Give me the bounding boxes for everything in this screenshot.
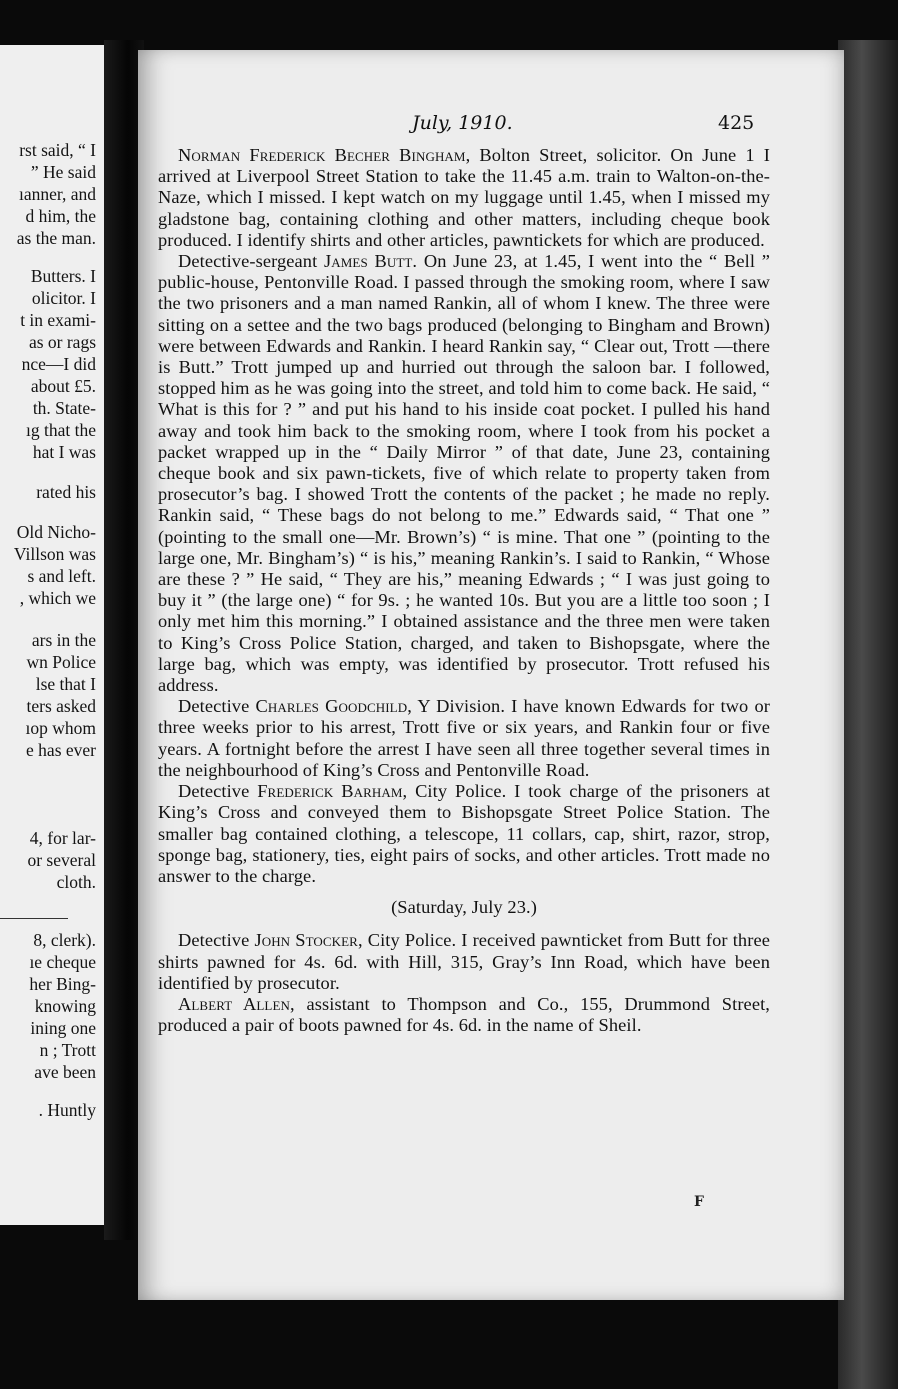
left-page-fragment: t in exami- <box>20 310 96 330</box>
witness-title: Detective-sergeant <box>178 251 325 272</box>
left-page-fragment: ıe cheque <box>29 952 96 972</box>
left-page-fragment: n ; Trott <box>39 1040 96 1060</box>
page-number: 425 <box>718 112 755 134</box>
left-page-fragment: cloth. <box>56 872 96 892</box>
testimony-text: , City Police. I received pawnticket from Butt for three shirts pawned for 4s. 6d. with Hill, 315, Gray’s Inn Road, which have been identified by prosecutor. <box>158 930 770 993</box>
testimony-text: , Y Division. I have known Edwards for two or three weeks prior to his arrest, Trott five or six years, and Rankin four or five years. A fortnight before the arrest I have seen all three together several times in the neighbourhood of King’s Cross and Pentonville Road. <box>158 696 770 780</box>
left-page-fragment: ave been <box>34 1062 96 1082</box>
main-page <box>138 50 844 1300</box>
testimony-paragraph <box>158 696 770 781</box>
left-page-fragment: ıop whom <box>25 718 96 738</box>
body-text <box>158 145 770 1036</box>
left-page-rule <box>0 918 68 919</box>
date-heading: (Saturday, July 23.) <box>391 897 537 918</box>
left-page-fragment: ining one <box>30 1018 96 1038</box>
left-page-fragment: th. State- <box>32 398 96 418</box>
left-page-fragment: d him, the <box>25 206 96 226</box>
left-page-fragment: Villson was <box>13 544 96 564</box>
witness-title: Detective <box>178 930 255 951</box>
left-page-fragment: ” He said <box>30 162 96 182</box>
left-facing-page <box>0 45 120 1225</box>
left-page-fragment: as or rags <box>28 332 96 352</box>
left-page-fragment: or several <box>27 850 96 870</box>
left-page-fragment: ars in the <box>31 630 96 650</box>
witness-title: Detective <box>178 781 258 802</box>
left-page-fragment: Butters. I <box>30 266 96 286</box>
running-header <box>138 108 844 138</box>
left-page-fragment: ıg that the <box>26 420 96 440</box>
left-page-fragment: ters asked <box>26 696 96 716</box>
left-page-fragment: rated his <box>36 482 96 502</box>
testimony-text: , Bolton Street, solicitor. On June 1 I arrived at Liverpool Street Station to take the 11.45 a.m. train to Walton-on-the-Naze, which I missed. I kept watch on my luggage until 1.45, when I missed my gladstone bag, containing clothing and other matters, including cheque book produced. I identify shirts and other articles, pawntickets for which are produced. <box>158 145 771 250</box>
witness-name: Albert Allen <box>178 993 291 1014</box>
left-page-fragment: olicitor. I <box>31 288 96 308</box>
left-page-fragment: e has ever <box>26 740 96 760</box>
testimony-text: . On June 23, at 1.45, I went into the “ Bell ” public-house, Pentonville Road. I passed through the smoking room, where I saw the two prisoners and a man named Rankin, all of whom I knew. The three were sitting on a settee and the two bags produced (belonging to Bingham and Brown) were between Edwards and Rankin. I heard Rankin say, “ Clear out, Trott —there is Butt.” Trott jumped up and hurried out through the saloon bar. I followed, stopped him as he was going into the street, and told him to come back. He said, “ What is this for ? ” and put his hand to his inside coat pocket. I pulled his hand away and took him back to the smoking room, where I took from his pocket a packet wrapped up in the “ Daily Mirror ” of that date, June 23, containing cheque book and six pawn-tickets, five of which relate to property taken from prosecutor’s bag. I showed Trott the contents of the packet ; he made no reply. Rankin said, “ These bags do not belong to me.” Edwards said, “ That one ” (pointing to the small one—Mr. Brown’s) “ is mine. That one ” (pointing to the large one, Mr. Bingham’s) “ is his,” meaning Rankin’s. I said to Rankin, “ Whose are these ? ” He said, “ They are his,” meaning Edwards ; “ I was just going to buy it ” (the large one) “ for 9s. ; he wanted 10s. But you are a little too soon ; I only met him this morning.” I obtained assistance and the three men were taken to King’s Cross Police Station, charged, and taken to Bishopsgate, where the large bag, which was empty, was identified by prosecutor. Trott refused his address. <box>158 251 770 696</box>
witness-name: John Stocker <box>254 930 358 951</box>
left-page-fragment: knowing <box>34 996 96 1016</box>
witness-name: Charles Goodchild <box>255 696 408 717</box>
left-page-fragment: as the man. <box>16 228 96 248</box>
header-title: July, 1910. <box>412 112 513 134</box>
left-page-fragment: wn Police <box>26 652 96 672</box>
witness-title: Detective <box>178 696 256 717</box>
testimony-text: , City Police. I took charge of the prisoners at King’s Cross and conveyed them to Bishopsgate Street Police Station. The smaller bag contained clothing, a telescope, 11 collars, cap, shirt, razor, strop, sponge bag, stationery, ties, eight pairs of socks, and other articles. Trott made no answer to the charge. <box>158 781 771 886</box>
witness-name: Norman Frederick Becher Bingham <box>178 145 466 165</box>
testimony-paragraph <box>158 145 770 251</box>
signature-mark: F <box>694 1194 704 1210</box>
witness-name: Frederick Barham <box>257 781 403 802</box>
left-page-fragment: about £5. <box>30 376 96 396</box>
left-page-fragment: ıanner, and <box>18 184 96 204</box>
left-page-fragment: 4, for lar- <box>29 828 96 848</box>
witness-name: James Butt <box>324 251 413 272</box>
left-page-fragment: lse that I <box>35 674 96 694</box>
testimony-paragraph <box>158 251 770 696</box>
testimony-text: , assistant to Thompson and Co., 155, Drummond Street, produced a pair of boots pawned for 4s. 6d. in the name of Sheil. <box>158 993 770 1036</box>
testimony-paragraph <box>158 781 770 887</box>
testimony-paragraph <box>158 930 770 994</box>
left-page-fragment: 8, clerk). <box>33 930 96 950</box>
testimony-paragraph <box>158 994 770 1036</box>
left-page-fragment: , which we <box>19 588 96 608</box>
left-page-fragment: . Huntly <box>38 1100 96 1120</box>
left-page-fragment: s and left. <box>27 566 96 586</box>
left-page-fragment: her Bing- <box>29 974 96 994</box>
left-page-fragment: rst said, “ I <box>19 140 96 160</box>
left-page-fragment: hat I was <box>32 442 96 462</box>
left-page-fragment: nce—I did <box>21 354 96 374</box>
page-edge-shadow <box>838 40 898 1389</box>
left-page-fragment: Old Nicho- <box>16 522 96 542</box>
